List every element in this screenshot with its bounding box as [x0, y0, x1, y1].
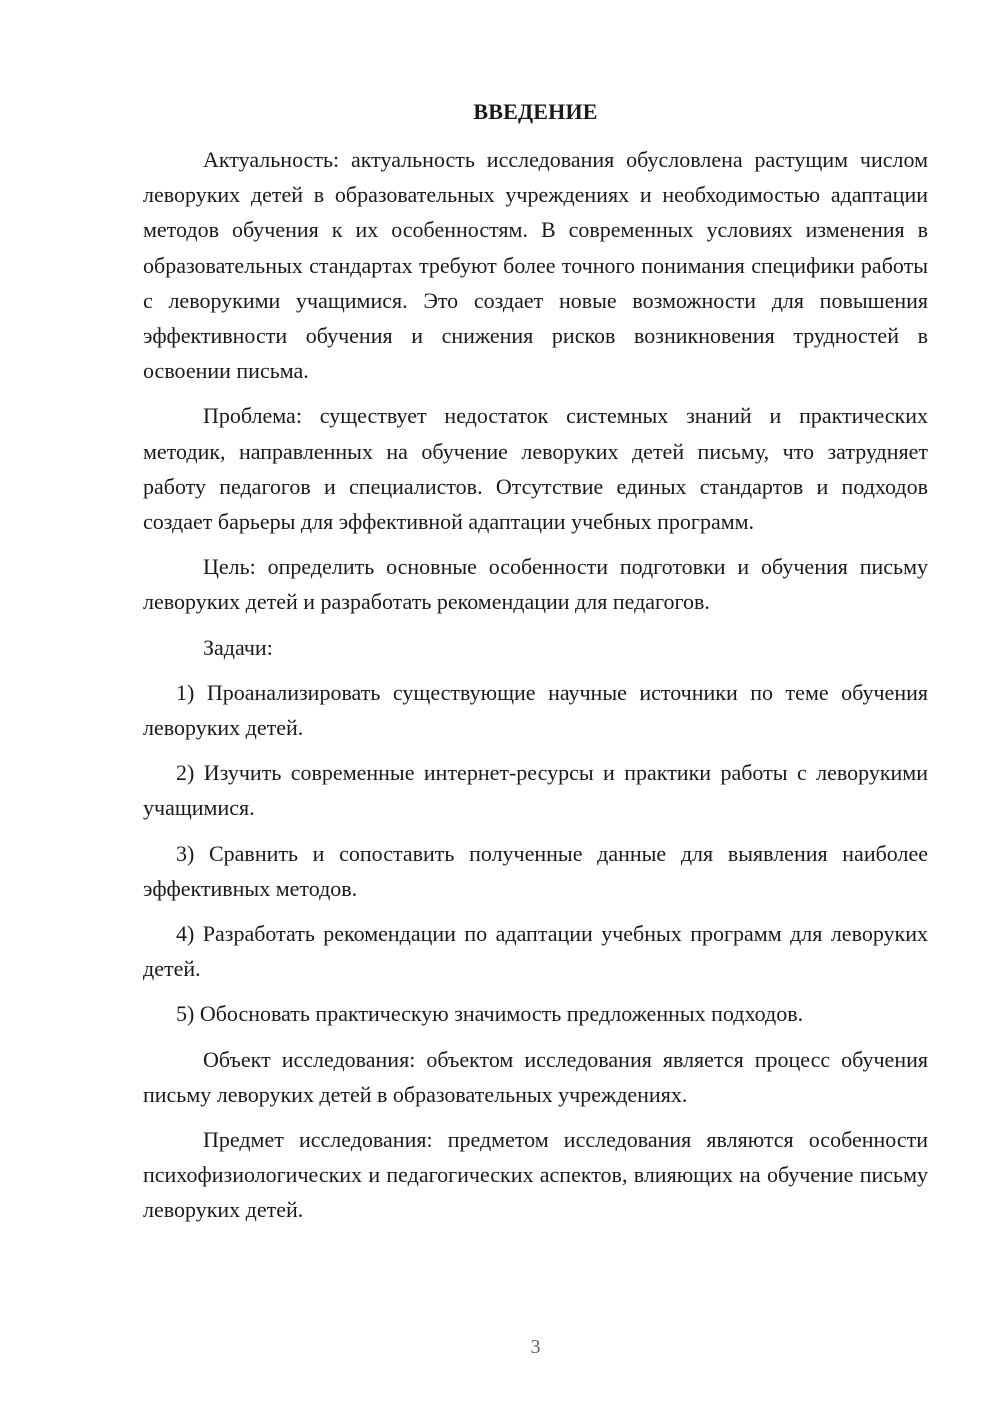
object-paragraph: Объект исследования: объектом исследования является процесс обучения письму леворуких детей в образовательных учреждениях. — [143, 1046, 928, 1107]
task-item-4: 4) Разработать рекомендации по адаптации учебных программ для леворуких детей. — [143, 921, 928, 982]
document-body — [143, 142, 928, 1238]
tasks-heading: Задачи: — [203, 634, 273, 660]
task-item-3: 3) Сравнить и сопоставить полученные данные для выявления наиболее эффективных методов. — [143, 840, 928, 901]
goal-paragraph: Цель: определить основные особенности подготовки и обучения письму леворуких детей и разработать рекомендации для педагогов. — [143, 554, 928, 615]
page-title: ВВЕДЕНИЕ — [473, 99, 598, 124]
task-item-1: 1) Проанализировать существующие научные источники по теме обучения леворуких детей. — [143, 679, 928, 741]
document-page — [143, 0, 928, 1414]
page-number: 3 — [530, 1336, 541, 1358]
subject-paragraph: Предмет исследования: предметом исследования являются особенности психофизиологических и педагогических аспектов, влияющих на обучение письму леворуких детей. — [143, 1127, 928, 1223]
task-item-5: 5) Обосновать практическую значимость предложенных подходов. — [176, 1001, 804, 1027]
task-item-2: 2) Изучить современные интернет-ресурсы и практики работы с леворукими учащимися. — [143, 760, 928, 821]
problem-paragraph: Проблема: существует недостаток системных знаний и практических методик, направленных на обучение леворуких детей письму, что затрудняет работу педагогов и специалистов. Отсутствие единых стандартов и подходов создает барьеры для эффективной адаптации учебных программ. — [143, 403, 928, 535]
relevance-paragraph: Актуальность: актуальность исследования обусловлена растущим числом леворуких детей в образовательных учреждениях и необходимостью адаптации методов обучения к их особенностям. В современных условиях изменения в образовательных стандартах требуют более точного понимания специфики работы с леворукими учащимися. Это создает новые возможности для повышения эффективности обучения и снижения рисков возникновения трудностей в освоении письма. — [143, 147, 928, 384]
